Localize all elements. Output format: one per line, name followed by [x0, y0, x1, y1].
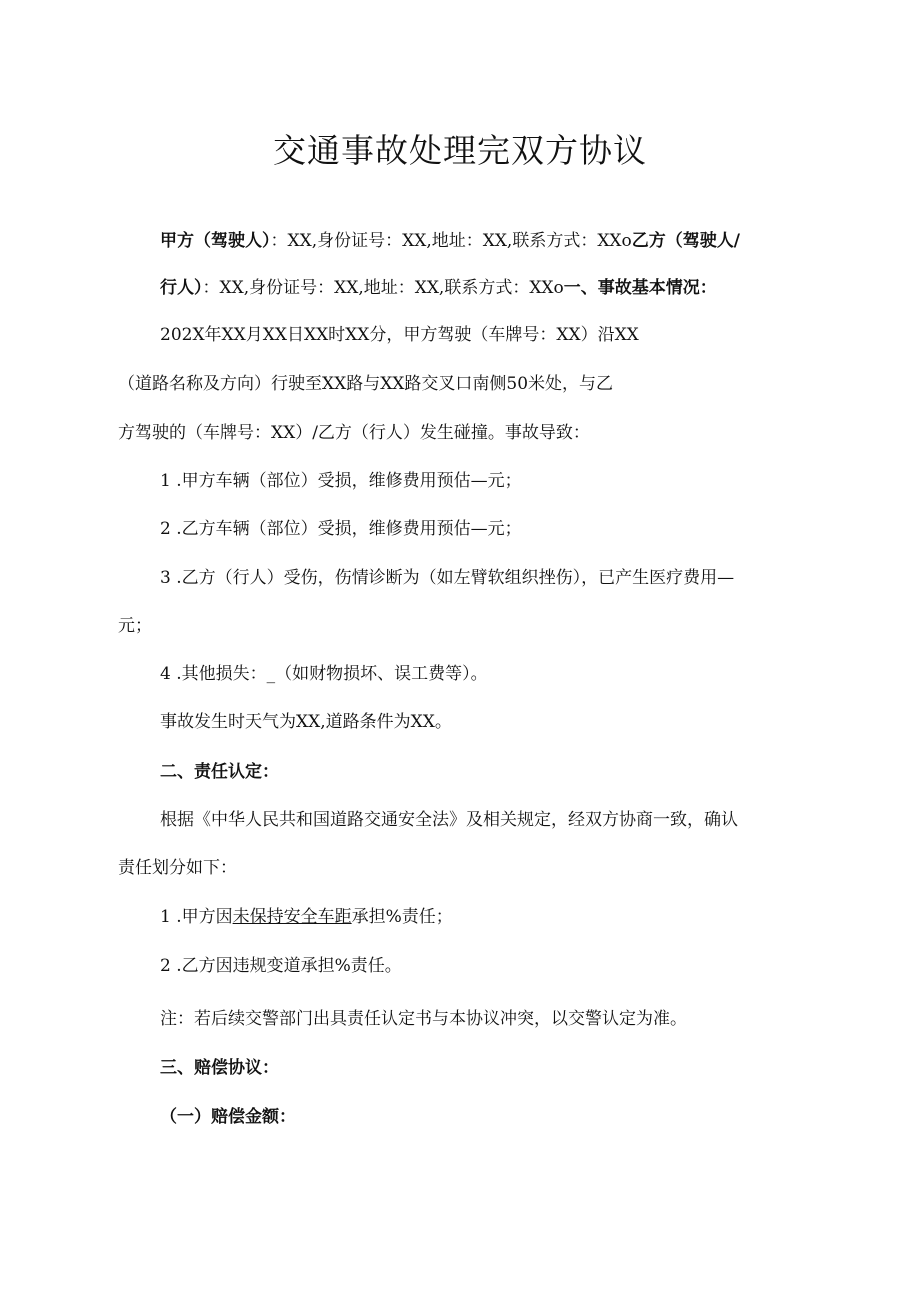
- party-line-2: [160, 276, 717, 300]
- loss-item-1: 1 .甲方车辆（部位）受损，维修费用预估—元；: [160, 471, 522, 491]
- liability-item-1: [160, 905, 453, 929]
- liability-item-1-suffix: 承担%责任；: [351, 907, 453, 927]
- party-b-label: 乙方（驾驶人/: [631, 231, 740, 251]
- liability-line-2: 责任划分如下：: [118, 858, 237, 878]
- note-line: 注：若后续交警部门出具责任认定书与本协议冲突，以交警认定为准。: [160, 1009, 687, 1029]
- loss-item-3: 3 .乙方（行人）受伤，伤情诊断为（如左臂软组织挫伤），已产生医疗费用—: [160, 568, 735, 588]
- loss-item-2: 2 .乙方车辆（部位）受损，维修费用预估—元；: [160, 519, 522, 539]
- weather-line: 事故发生时天气为XX,道路条件为XX。: [160, 712, 452, 732]
- party-line-1: [160, 229, 740, 253]
- liability-item-1-prefix: 1 .甲方因: [160, 907, 233, 927]
- loss-item-4: 4 .其他损失：_（如财物损坏、误工费等）。: [160, 664, 488, 684]
- loss-item-3-cont: 元；: [118, 616, 152, 636]
- party-a-label: 甲方（驾驶人）: [160, 231, 271, 251]
- section1-heading: 一、事故基本情况：: [563, 278, 717, 298]
- liability-line-1: 根据《中华人民共和国道路交通安全法》及相关规定，经双方协商一致，确认: [160, 810, 738, 830]
- liability-item-1-underlined: 未保持安全车距: [232, 907, 352, 927]
- document-title: 交通事故处理完双方协议: [273, 131, 647, 170]
- subsection1-heading: （一）赔偿金额：: [160, 1107, 296, 1127]
- accident-line-3: 方驾驶的（车牌号：XX）/乙方（行人）发生碰撞。事故导致：: [118, 423, 590, 443]
- party-a-text: ：XX,身份证号：XX,地址：XX,联系方式：XXo: [270, 231, 632, 251]
- section3-heading: 三、赔偿协议：: [160, 1058, 279, 1078]
- party-b-label-cont: 行人）: [160, 278, 203, 298]
- party-b-text: ：XX,身份证号：XX,地址：XX,联系方式：XXo: [202, 278, 564, 298]
- liability-item-2: 2 .乙方因违规变道承担%责任。: [160, 956, 402, 976]
- section2-heading: 二、责任认定：: [160, 762, 279, 782]
- accident-line-1: 202X年XX月XX日XX时XX分，甲方驾驶（车牌号：XX）沿XX: [160, 325, 639, 345]
- accident-line-2: （道路名称及方向）行驶至XX路与XX路交叉口南侧50米处，与乙: [118, 374, 614, 394]
